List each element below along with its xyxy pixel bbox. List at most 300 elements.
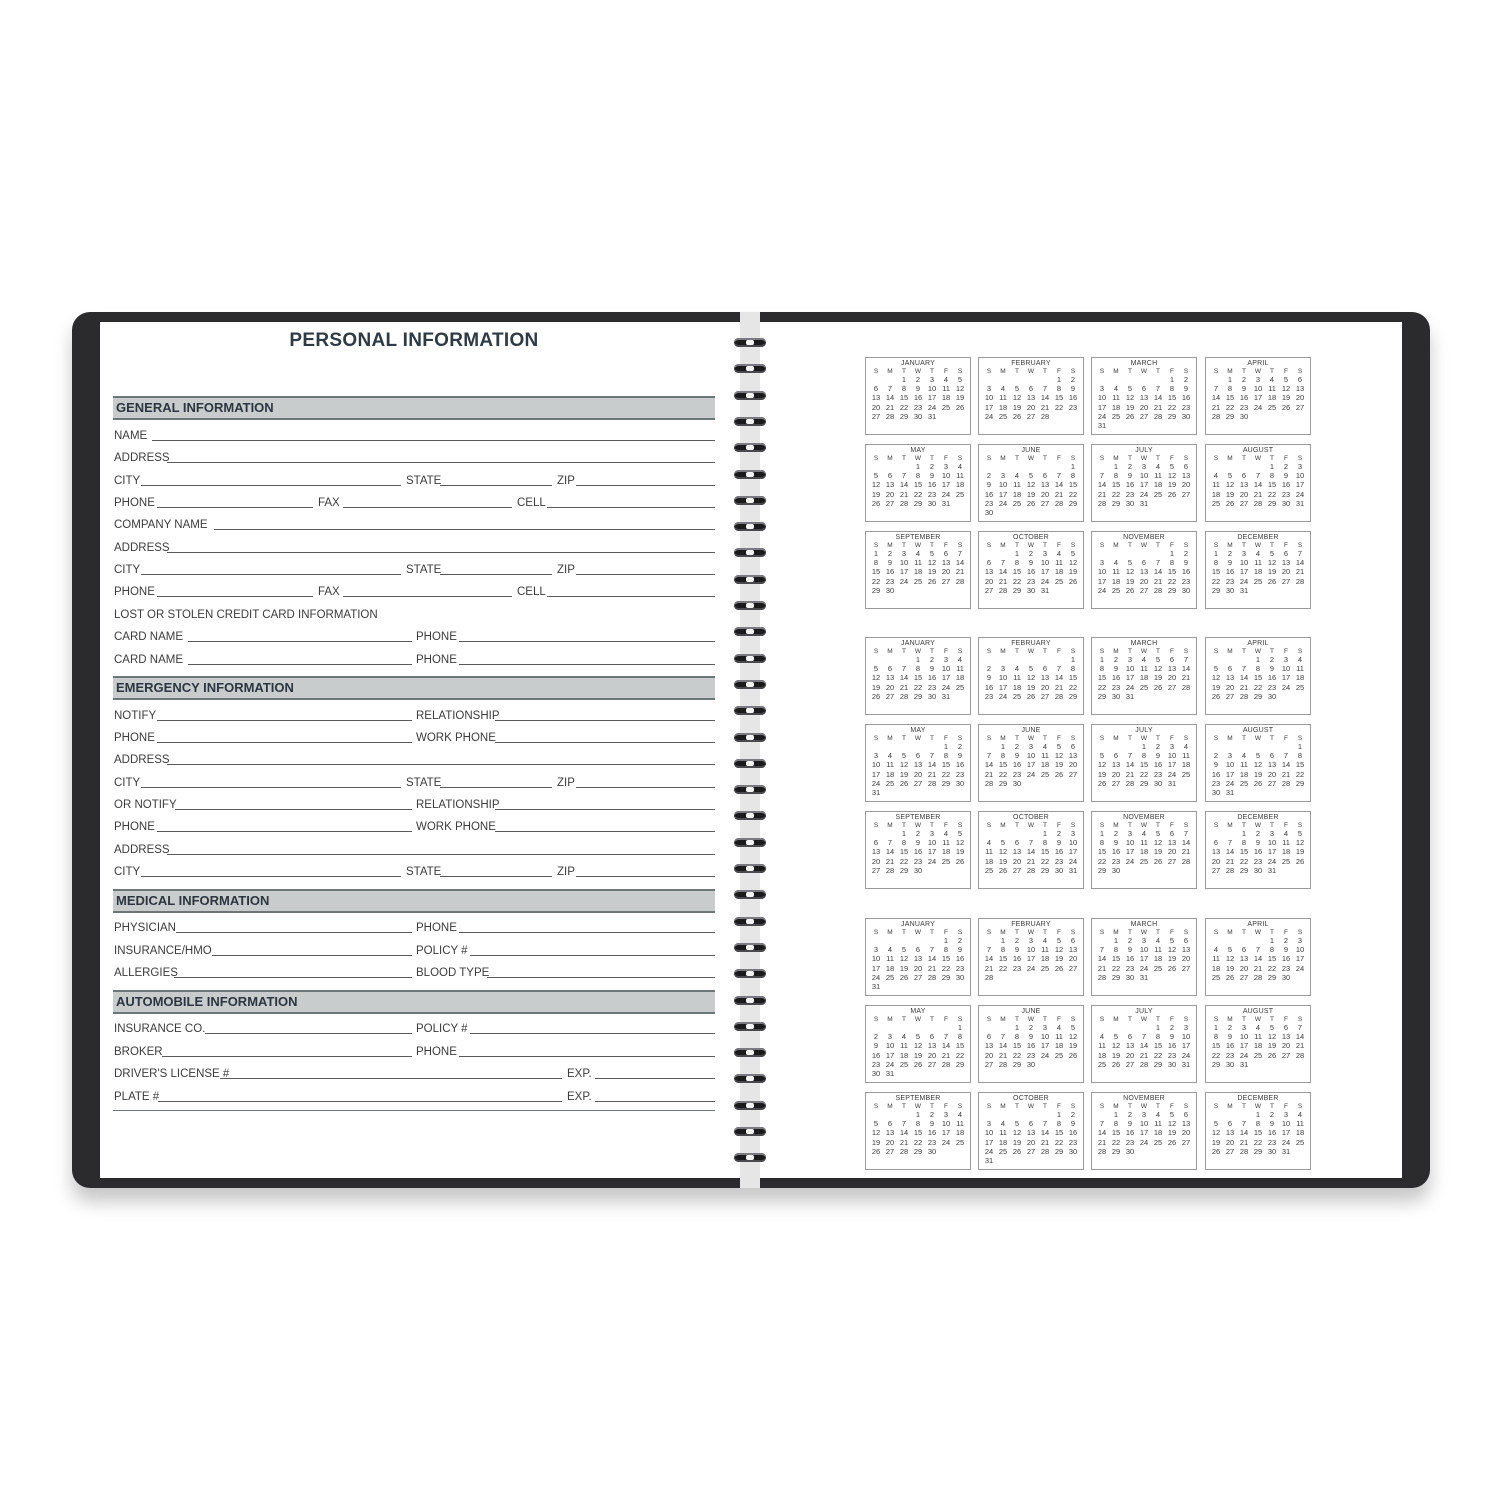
day-number: 23: [955, 769, 965, 779]
day-number: 31: [1167, 778, 1177, 788]
month-name: OCTOBER: [1013, 1095, 1049, 1102]
address-line[interactable]: [167, 552, 715, 553]
notify-label: NOTIFY: [114, 710, 157, 722]
day-number: 27: [1225, 1146, 1235, 1156]
empty-day: [1010, 462, 1024, 471]
city-line[interactable]: [141, 876, 401, 877]
day-number: 19: [1054, 954, 1064, 964]
weekday-header: [866, 822, 970, 829]
day-number: 23: [1281, 963, 1291, 973]
day-number: 10: [1125, 838, 1135, 848]
day-number: 29: [1211, 1059, 1221, 1069]
day-number: 24: [1281, 682, 1291, 692]
exp-line[interactable]: [595, 1078, 715, 1079]
weekday-letter: S: [1297, 1103, 1303, 1110]
day-grid: [1092, 829, 1196, 877]
phone-line[interactable]: [157, 831, 412, 832]
day-number: 15: [899, 393, 909, 403]
blood-type-line[interactable]: [487, 977, 715, 978]
weekday-letter: W: [1140, 822, 1148, 829]
weekday-letter: T: [1015, 455, 1019, 462]
weekday-letter: W: [1140, 1103, 1148, 1110]
day-number: 2: [1255, 829, 1261, 838]
day-number: 18: [899, 1050, 909, 1060]
day-number: 7: [1241, 1119, 1247, 1129]
day-number: 21: [1054, 489, 1064, 499]
weekday-letter: M: [887, 822, 893, 829]
empty-day: [883, 462, 897, 471]
day-number: 12: [1267, 1032, 1277, 1042]
state-line[interactable]: [440, 574, 552, 575]
card-name-line[interactable]: [188, 641, 412, 642]
day-number: 3: [1255, 375, 1261, 384]
day-number: 19: [955, 393, 965, 403]
day-number: 13: [1068, 751, 1078, 761]
day-number: 9: [1070, 1119, 1076, 1129]
day-number: 28: [1295, 576, 1305, 586]
day-number: 24: [941, 682, 951, 692]
day-number: 23: [927, 682, 937, 692]
empty-day: [1251, 742, 1265, 751]
card-name-line[interactable]: [188, 664, 412, 665]
month-calendar: [865, 357, 971, 435]
weekday-letter: F: [944, 542, 948, 549]
fax-line[interactable]: [343, 596, 512, 597]
spiral-ring: [734, 417, 766, 426]
day-number: 5: [1056, 742, 1062, 751]
day-number: 2: [1283, 936, 1289, 945]
day-number: 20: [941, 567, 951, 577]
physician-line[interactable]: [176, 932, 412, 933]
day-number: 8: [1169, 558, 1175, 568]
day-number: 11: [1212, 954, 1220, 964]
state-line[interactable]: [440, 485, 552, 486]
day-number: 13: [1167, 664, 1177, 674]
day-number: 6: [1213, 838, 1219, 848]
day-number: 14: [1295, 558, 1305, 568]
weekday-letter: W: [1254, 929, 1262, 936]
day-number: 26: [955, 856, 965, 866]
day-number: 29: [1225, 411, 1235, 421]
day-number: 8: [1227, 384, 1233, 394]
day-number: 26: [1225, 972, 1235, 982]
weekday-letter: F: [1057, 368, 1061, 375]
city-line[interactable]: [141, 574, 401, 575]
weekday-letter: S: [1183, 822, 1189, 829]
weekday-letter: F: [1170, 1103, 1174, 1110]
day-number: 9: [915, 384, 921, 394]
state-line[interactable]: [440, 787, 552, 788]
day-number: 3: [1183, 1023, 1189, 1032]
day-number: 21: [885, 402, 895, 412]
month-calendar: [978, 357, 1084, 435]
day-number: 6: [1070, 936, 1076, 945]
day-number: 3: [986, 1119, 992, 1129]
day-number: 17: [1167, 760, 1177, 770]
day-number: 15: [1111, 954, 1121, 964]
weekday-letter: T: [1128, 1016, 1132, 1023]
day-number: 7: [1042, 1119, 1048, 1129]
day-grid: [1206, 936, 1310, 984]
weekday-letter: T: [1128, 1103, 1132, 1110]
zip-line[interactable]: [576, 485, 715, 486]
day-number: 9: [1113, 838, 1119, 848]
day-number: 3: [1227, 751, 1233, 761]
broker-line[interactable]: [162, 1056, 412, 1057]
weekday-letter: T: [1043, 368, 1047, 375]
weekday-letter: S: [957, 455, 963, 462]
weekday-letter: W: [914, 648, 922, 655]
day-number: 22: [1239, 856, 1249, 866]
day-number: 10: [885, 1041, 895, 1051]
day-number: 18: [955, 480, 965, 490]
weekday-letter: T: [1156, 735, 1160, 742]
day-number: 18: [955, 673, 965, 683]
weekday-letter: F: [1170, 735, 1174, 742]
day-number: 3: [1028, 742, 1034, 751]
day-number: 24: [1125, 682, 1135, 692]
day-number: 8: [1099, 838, 1105, 848]
day-number: 11: [886, 760, 894, 770]
name-line[interactable]: [152, 440, 715, 441]
phone-line[interactable]: [459, 641, 715, 642]
section-emergency-header: [113, 676, 715, 700]
insurance-co-line[interactable]: [205, 1033, 412, 1034]
day-number: 10: [1181, 1032, 1191, 1042]
card-name-label: CARD NAME: [114, 654, 184, 666]
day-number: 30: [927, 691, 937, 701]
cell-line[interactable]: [547, 507, 715, 508]
day-number: 11: [886, 954, 894, 964]
weekday-letter: S: [986, 735, 992, 742]
weekday-letter: W: [1254, 368, 1262, 375]
month-calendar: [1091, 637, 1197, 715]
phone-line[interactable]: [157, 742, 412, 743]
day-number: 16: [885, 567, 895, 577]
day-number: 1: [957, 1023, 963, 1032]
day-number: 26: [1267, 1050, 1277, 1060]
weekday-letter: S: [1070, 929, 1076, 936]
empty-day: [1209, 936, 1223, 945]
weekday-letter: T: [1270, 455, 1274, 462]
address-line[interactable]: [167, 854, 715, 855]
day-number: 16: [1281, 480, 1291, 490]
empty-day: [1095, 549, 1109, 558]
day-number: 26: [955, 402, 965, 412]
day-number: 2: [1269, 1110, 1275, 1119]
day-number: 29: [1139, 778, 1149, 788]
phone-line[interactable]: [459, 1056, 715, 1057]
day-number: 2: [1014, 936, 1020, 945]
weekday-letter: M: [1000, 735, 1006, 742]
day-number: 18: [1211, 963, 1221, 973]
phone-line[interactable]: [459, 932, 715, 933]
relationship-line[interactable]: [495, 720, 715, 721]
day-number: 27: [1167, 682, 1177, 692]
plate-line[interactable]: [158, 1101, 562, 1102]
day-number: 1: [1014, 549, 1020, 558]
weekday-header: [979, 368, 1083, 375]
weekday-letter: M: [1000, 1016, 1006, 1023]
day-number: 7: [1255, 945, 1261, 955]
day-number: 17: [1295, 954, 1305, 964]
day-number: 24: [984, 411, 994, 421]
day-number: 8: [1213, 1032, 1219, 1042]
spiral-ring: [734, 996, 766, 1005]
day-number: 6: [1113, 751, 1119, 761]
weekday-letter: T: [930, 542, 934, 549]
weekday-letter: S: [1213, 929, 1219, 936]
day-number: 8: [1042, 838, 1048, 848]
day-number: 2: [1113, 829, 1119, 838]
weekday-letter: T: [902, 929, 906, 936]
day-number: 31: [1267, 865, 1277, 875]
weekday-letter: M: [1227, 1016, 1233, 1023]
day-grid: [866, 829, 970, 877]
city-line[interactable]: [141, 485, 401, 486]
day-number: 25: [1153, 1137, 1163, 1147]
day-number: 15: [871, 567, 881, 577]
day-number: 7: [1127, 751, 1133, 761]
cell-label: CELL: [517, 586, 546, 598]
day-number: 14: [1181, 838, 1191, 848]
cell-line[interactable]: [547, 596, 715, 597]
day-number: 31: [1139, 498, 1149, 508]
day-number: 19: [1068, 1041, 1078, 1051]
policy-line[interactable]: [470, 955, 715, 956]
day-number: 16: [1267, 673, 1277, 683]
empty-day: [1109, 742, 1123, 751]
insurance-hmo-label: INSURANCE/HMO: [114, 945, 212, 957]
day-number: 23: [1239, 402, 1249, 412]
day-number: 5: [957, 829, 963, 838]
day-number: 12: [1097, 760, 1107, 770]
day-grid: [1206, 655, 1310, 703]
day-number: 7: [1227, 838, 1233, 848]
weekday-letter: T: [1270, 822, 1274, 829]
spiral-ring: [734, 706, 766, 715]
day-number: 15: [913, 480, 923, 490]
day-number: 9: [1183, 558, 1189, 568]
day-number: 19: [871, 1137, 881, 1147]
weekday-letter: S: [1099, 542, 1105, 549]
day-number: 7: [887, 384, 893, 394]
empty-day: [869, 375, 883, 384]
day-number: 27: [1012, 865, 1022, 875]
month-calendar: [978, 724, 1084, 802]
day-number: 29: [1167, 411, 1177, 421]
month-name: SEPTEMBER: [895, 814, 941, 821]
policy-label: POLICY #: [416, 945, 468, 957]
weekday-letter: T: [1242, 822, 1246, 829]
day-number: 24: [927, 402, 937, 412]
weekday-letter: F: [1170, 542, 1174, 549]
work-phone-line[interactable]: [495, 831, 715, 832]
or-notify-line[interactable]: [175, 809, 412, 810]
phone-line[interactable]: [157, 596, 313, 597]
day-number: 21: [1026, 856, 1036, 866]
phone-line[interactable]: [459, 664, 715, 665]
day-number: 27: [1040, 691, 1050, 701]
day-number: 1: [1255, 1110, 1261, 1119]
zip-line[interactable]: [576, 876, 715, 877]
day-number: 1: [873, 549, 879, 558]
weekday-letter: S: [1213, 542, 1219, 549]
weekday-letter: F: [1284, 735, 1288, 742]
day-number: 29: [1040, 865, 1050, 875]
day-number: 15: [1139, 760, 1149, 770]
fax-line[interactable]: [343, 507, 512, 508]
day-number: 2: [887, 549, 893, 558]
month-name: JUNE: [1021, 447, 1041, 454]
weekday-letter: T: [1242, 1103, 1246, 1110]
weekday-letter: F: [1057, 648, 1061, 655]
day-number: 6: [929, 1032, 935, 1042]
day-number: 22: [1253, 682, 1263, 692]
day-number: 1: [1297, 742, 1303, 751]
month-name: SEPTEMBER: [895, 1095, 941, 1102]
allergies-label: ALLERGIES: [114, 967, 178, 979]
empty-day: [883, 936, 897, 945]
day-number: 19: [899, 963, 909, 973]
empty-day: [982, 1023, 996, 1032]
weekday-letter: W: [1027, 455, 1035, 462]
day-number: 4: [1141, 655, 1147, 664]
day-number: 1: [943, 936, 949, 945]
month-calendar: [1205, 444, 1311, 522]
day-number: 2: [1155, 742, 1161, 751]
spiral-ring: [734, 943, 766, 952]
day-number: 10: [1295, 471, 1305, 481]
day-number: 1: [1269, 462, 1275, 471]
day-number: 22: [1040, 856, 1050, 866]
day-number: 19: [1097, 769, 1107, 779]
day-number: 15: [1153, 1041, 1163, 1051]
day-number: 31: [1281, 1146, 1291, 1156]
day-number: 16: [1181, 393, 1191, 403]
month-calendar: [865, 918, 971, 996]
day-number: 13: [1211, 847, 1221, 857]
empty-day: [982, 375, 996, 384]
company-name-line[interactable]: [214, 529, 715, 530]
work-phone-line[interactable]: [495, 742, 715, 743]
phone-label: PHONE: [416, 654, 457, 666]
day-number: 8: [943, 945, 949, 955]
weekday-letter: T: [930, 735, 934, 742]
day-number: 3: [1099, 384, 1105, 394]
weekday-letter: F: [944, 1016, 948, 1023]
day-number: 10: [1040, 558, 1050, 568]
city-line[interactable]: [141, 787, 401, 788]
day-number: 16: [1211, 769, 1221, 779]
day-number: 21: [1225, 856, 1235, 866]
relationship-line[interactable]: [495, 809, 715, 810]
day-number: 27: [1225, 691, 1235, 701]
weekday-letter: W: [1027, 1016, 1035, 1023]
allergies-line[interactable]: [174, 977, 412, 978]
address-line[interactable]: [167, 764, 715, 765]
weekday-letter: S: [873, 929, 879, 936]
month-calendar: [978, 918, 1084, 996]
day-number: 13: [871, 847, 881, 857]
day-number: 18: [885, 769, 895, 779]
exp-line[interactable]: [595, 1101, 715, 1102]
day-number: 27: [1111, 778, 1121, 788]
drivers-license-line[interactable]: [220, 1078, 562, 1079]
day-number: 4: [887, 751, 893, 761]
policy-line[interactable]: [470, 1033, 715, 1034]
day-number: 10: [1281, 664, 1291, 674]
spiral-ring: [734, 890, 766, 899]
state-line[interactable]: [440, 876, 552, 877]
empty-day: [1024, 462, 1038, 471]
day-number: 24: [1139, 963, 1149, 973]
spiral-ring: [734, 1153, 766, 1162]
day-number: 13: [984, 567, 994, 577]
empty-day: [911, 936, 925, 945]
day-number: 20: [1211, 856, 1221, 866]
day-number: 15: [1211, 1041, 1221, 1051]
day-number: 28: [899, 1146, 909, 1156]
day-number: 4: [957, 462, 963, 471]
day-number: 12: [1153, 664, 1163, 674]
notify-line[interactable]: [157, 720, 412, 721]
day-number: 27: [1181, 963, 1191, 973]
day-number: 17: [927, 393, 937, 403]
month-calendar: [978, 531, 1084, 609]
empty-day: [1237, 1110, 1251, 1119]
day-number: 20: [1167, 673, 1177, 683]
day-number: 23: [1225, 576, 1235, 586]
day-number: 14: [1153, 567, 1163, 577]
day-number: 14: [1153, 393, 1163, 403]
day-number: 26: [1167, 1137, 1177, 1147]
day-number: 5: [901, 945, 907, 955]
day-number: 21: [927, 769, 937, 779]
day-number: 6: [873, 384, 879, 394]
day-number: 6: [1227, 1119, 1233, 1129]
zip-line[interactable]: [576, 787, 715, 788]
empty-day: [1010, 375, 1024, 384]
day-number: 25: [885, 972, 895, 982]
insurance-hmo-line[interactable]: [212, 955, 412, 956]
day-number: 25: [1239, 778, 1249, 788]
day-number: 1: [1213, 1023, 1219, 1032]
weekday-letter: S: [1183, 735, 1189, 742]
day-number: 27: [927, 1059, 937, 1069]
day-number: 17: [1125, 673, 1135, 683]
day-number: 12: [955, 838, 965, 848]
address-line[interactable]: [167, 462, 715, 463]
day-number: 16: [1225, 567, 1235, 577]
day-number: 13: [1225, 673, 1235, 683]
day-number: 14: [885, 393, 895, 403]
day-number: 15: [1253, 1128, 1263, 1138]
weekday-letter: M: [1000, 368, 1006, 375]
day-grid: [1092, 549, 1196, 597]
spiral-ring: [734, 654, 766, 663]
month-name: DECEMBER: [1237, 1095, 1279, 1102]
day-number: 21: [998, 1050, 1008, 1060]
empty-day: [1038, 1110, 1052, 1119]
day-number: 27: [1281, 1050, 1291, 1060]
zip-line[interactable]: [576, 574, 715, 575]
day-number: 30: [1026, 585, 1036, 595]
phone-line[interactable]: [157, 507, 313, 508]
day-number: 2: [1127, 1110, 1133, 1119]
day-number: 6: [1141, 558, 1147, 568]
weekday-letter: W: [1027, 648, 1035, 655]
